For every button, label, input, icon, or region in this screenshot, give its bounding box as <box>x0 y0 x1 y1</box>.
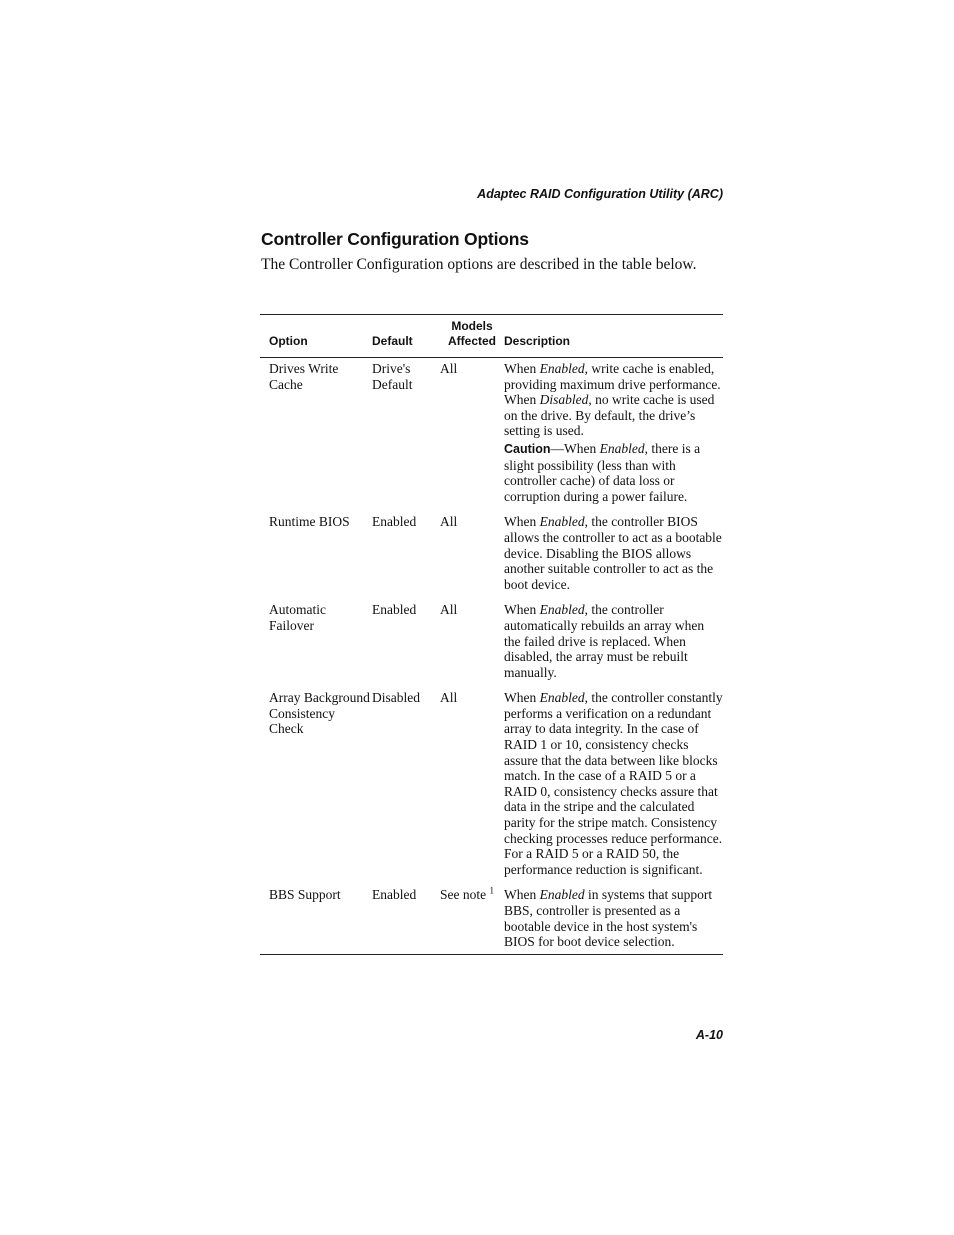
models-cell <box>440 690 504 887</box>
description-emphasis: Enabled <box>539 361 585 376</box>
description-cell <box>504 602 723 690</box>
description-cell <box>504 887 723 954</box>
header-option: Option <box>269 334 308 348</box>
description-segment: , the controller automatically rebuilds an array when the failed drive is replaced. When disabled, the array must be rebuilt manually. <box>504 602 705 680</box>
header-models-line2: Affected <box>447 334 496 348</box>
description-segment: When <box>504 690 540 706</box>
header-default: Default <box>372 334 413 348</box>
models-cell <box>440 514 504 602</box>
option-cell: Array Background Consistency Check <box>269 690 370 737</box>
table-body <box>260 358 723 955</box>
description-text <box>504 602 723 680</box>
controller-options-table <box>260 314 723 955</box>
description-segment: When <box>504 514 540 530</box>
options-table-container <box>260 314 723 955</box>
section-title: Controller Configuration Options <box>261 229 529 249</box>
models-text: All <box>440 514 458 530</box>
caution-segment: —When <box>550 440 600 456</box>
table-row <box>260 358 723 515</box>
default-cell: Disabled <box>372 690 420 706</box>
description-emphasis: Enabled <box>539 690 585 706</box>
description-emphasis: Enabled <box>539 602 585 618</box>
models-cell <box>440 602 504 690</box>
option-cell: Automatic Failover <box>269 602 326 633</box>
intro-paragraph: The Controller Configuration options are described in the table below. <box>261 256 697 273</box>
description-emphasis: Enabled <box>539 887 585 903</box>
description-segment: , no write cache is used on the drive. By default, the drive’s setting is used. <box>504 392 715 439</box>
header-description: Description <box>504 334 571 348</box>
description-segment: When <box>504 887 540 903</box>
models-text: All <box>440 690 458 706</box>
description-segment: , the controller constantly performs a verification on a redundant array to data integrity. In the case of RAID 1 or 10, consistency checks assure that the data between like blocks match. In the case of a RAID 5 or a RAID 0, consistency checks assure that data in the stripe and the calculated parity for the stripe match. Consistency checking processes reduce performance. For a RAID 5 or a RAID 50, the performance reduction is significant. <box>504 690 723 877</box>
models-text: See note <box>440 887 487 903</box>
option-cell: Runtime BIOS <box>269 514 350 530</box>
caution-emphasis: Enabled <box>599 440 645 456</box>
running-header: Adaptec RAID Configuration Utility (ARC) <box>477 187 723 201</box>
table-row <box>260 887 723 954</box>
description-cell <box>504 514 723 602</box>
models-text: All <box>440 602 458 618</box>
description-emphasis: Enabled <box>539 514 585 530</box>
option-cell: BBS Support <box>269 887 341 903</box>
caution-segment: , there is a slight possibility (less than with controller cache) of data loss or corruption during a power failure. <box>504 440 701 504</box>
description-cell <box>504 358 723 515</box>
description-segment: When <box>504 602 540 618</box>
caution-label: Caution <box>504 441 551 456</box>
description-cell <box>504 690 723 887</box>
caution-note <box>504 441 723 504</box>
default-cell: Enabled <box>372 602 417 618</box>
header-models-line1: Models <box>451 319 493 333</box>
table-row <box>260 690 723 887</box>
description-emphasis: Disabled <box>539 392 589 408</box>
models-text: All <box>440 361 458 376</box>
default-cell: Drive's Default <box>372 361 413 392</box>
models-cell <box>440 358 504 515</box>
default-cell: Enabled <box>372 514 417 530</box>
page-number: A-10 <box>695 1028 723 1042</box>
description-segment: , the controller BIOS allows the controller to act as a bootable device. Disabling the BIOS allows another suitable controller to act as the boot device. <box>504 514 722 592</box>
description-text <box>504 887 723 949</box>
table-row <box>260 602 723 690</box>
table-row <box>260 514 723 602</box>
option-cell: Drives Write Cache <box>269 361 339 392</box>
description-text <box>504 690 723 877</box>
description-text <box>504 514 723 592</box>
description-text <box>504 361 723 439</box>
models-cell <box>440 887 504 954</box>
description-segment: , write cache is enabled, providing maximum drive performance. When <box>504 361 721 408</box>
table-header-row <box>260 315 723 358</box>
default-cell: Enabled <box>372 887 417 903</box>
description-segment: in systems that support BBS, controller is presented as a bootable device in the host system's BIOS for boot device selection. <box>504 887 713 950</box>
footnote-marker: 1 <box>489 885 494 896</box>
description-segment: When <box>504 361 540 376</box>
header-models-affected <box>440 315 504 358</box>
